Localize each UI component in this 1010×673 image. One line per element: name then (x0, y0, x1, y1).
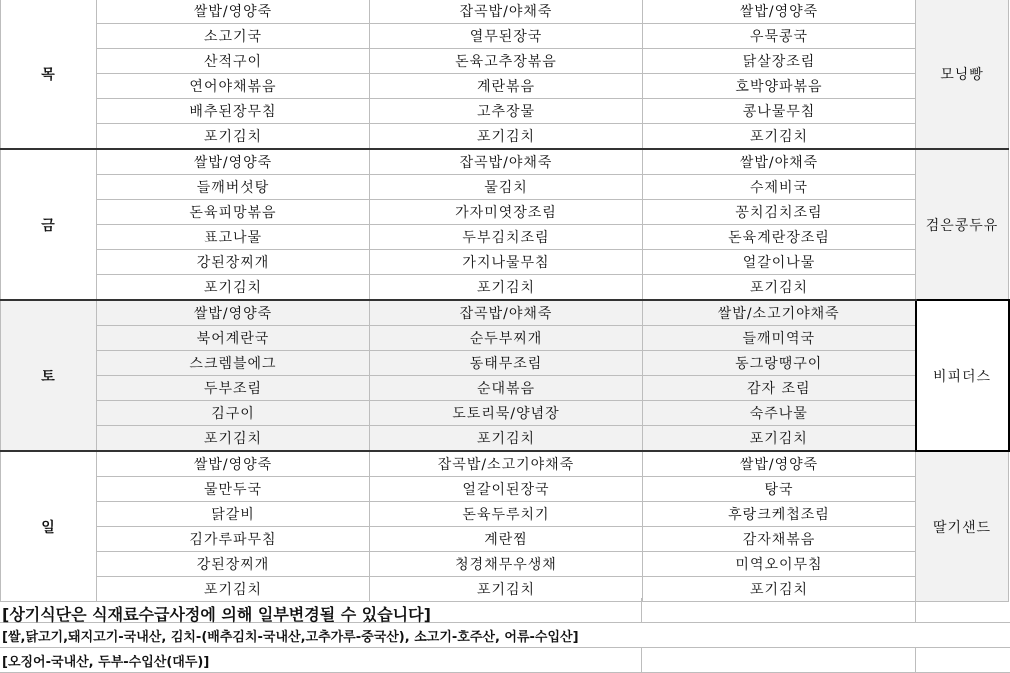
meal-cell[interactable]: 가지나물무침 (370, 250, 643, 275)
note-row-2 (0, 623, 1010, 648)
meal-cell[interactable]: 잡곡밥/야채죽 (370, 0, 643, 24)
meal-cell[interactable]: 고추장물 (370, 99, 643, 124)
meal-cell[interactable]: 잡곡밥/야채죽 (370, 300, 643, 326)
menu-row (1, 149, 1009, 175)
meal-cell[interactable]: 두부조림 (97, 376, 370, 401)
meal-cell[interactable]: 잡곡밥/소고기야채죽 (370, 451, 643, 477)
meal-cell[interactable]: 강된장찌개 (97, 552, 370, 577)
menu-row (1, 527, 1009, 552)
menu-row (1, 99, 1009, 124)
meal-cell[interactable]: 김구이 (97, 401, 370, 426)
meal-cell[interactable]: 돈육피망볶음 (97, 200, 370, 225)
meal-cell[interactable]: 포기김치 (643, 577, 916, 602)
menu-row (1, 124, 1009, 150)
origin-notice: [쌀,닭고기,돼지고기-국내산, 김치-(배추김치-국내산,고추가루-중국산), 소고기-호주산, 어류-수입산] (2, 630, 579, 645)
meal-cell[interactable]: 쌀밥/영양죽 (97, 0, 370, 24)
meal-cell[interactable]: 물김치 (370, 175, 643, 200)
meal-cell[interactable]: 열무된장국 (370, 24, 643, 49)
meal-cell[interactable]: 포기김치 (97, 275, 370, 301)
meal-cell[interactable]: 후랑크케첩조림 (643, 502, 916, 527)
menu-row (1, 477, 1009, 502)
meal-cell[interactable]: 꽁치김치조림 (643, 200, 916, 225)
meal-cell[interactable]: 닭살장조림 (643, 49, 916, 74)
meal-cell[interactable]: 김가루파무침 (97, 527, 370, 552)
meal-cell[interactable]: 쌀밥/영양죽 (643, 451, 916, 477)
menu-row (1, 0, 1009, 24)
meal-cell[interactable]: 산적구이 (97, 49, 370, 74)
menu-row (1, 326, 1009, 351)
meal-cell[interactable]: 도토리묵/양념장 (370, 401, 643, 426)
cell-divider (641, 598, 642, 622)
origin-notice-2: [오징어-국내산, 두부-수입산(대두)] (2, 655, 210, 670)
meal-cell[interactable]: 스크렘블에그 (97, 351, 370, 376)
menu-row (1, 502, 1009, 527)
meal-cell[interactable]: 북어계란국 (97, 326, 370, 351)
meal-cell[interactable]: 돈육계란장조림 (643, 225, 916, 250)
meal-cell[interactable]: 호박양파볶음 (643, 74, 916, 99)
meal-cell[interactable]: 청경채무우생채 (370, 552, 643, 577)
meal-cell[interactable]: 동태무조림 (370, 351, 643, 376)
meal-cell[interactable]: 순대볶음 (370, 376, 643, 401)
meal-cell[interactable]: 쌀밥/소고기야채죽 (643, 300, 916, 326)
notes-section (0, 598, 1010, 673)
meal-cell[interactable]: 들깨미역국 (643, 326, 916, 351)
menu-row (1, 175, 1009, 200)
menu-row (1, 351, 1009, 376)
meal-cell[interactable]: 포기김치 (370, 124, 643, 150)
snack-cell[interactable]: 모닝빵 (916, 0, 1009, 149)
menu-row (1, 24, 1009, 49)
meal-cell[interactable]: 연어야채볶음 (97, 74, 370, 99)
cell-divider (915, 648, 916, 672)
meal-cell[interactable]: 포기김치 (370, 426, 643, 452)
menu-row (1, 200, 1009, 225)
meal-cell[interactable]: 표고나물 (97, 225, 370, 250)
meal-cell[interactable]: 수제비국 (643, 175, 916, 200)
snack-cell[interactable]: 딸기샌드 (916, 451, 1009, 602)
menu-row (1, 376, 1009, 401)
meal-cell[interactable]: 계란볶음 (370, 74, 643, 99)
meal-cell[interactable]: 가자미엿장조림 (370, 200, 643, 225)
meal-cell[interactable]: 얼갈이나물 (643, 250, 916, 275)
meal-cell[interactable]: 배추된장무침 (97, 99, 370, 124)
day-label: 토 (1, 300, 97, 451)
menu-row (1, 300, 1009, 326)
meal-cell[interactable]: 계란찜 (370, 527, 643, 552)
day-label: 목 (1, 0, 97, 149)
menu-row (1, 451, 1009, 477)
meal-cell[interactable]: 닭갈비 (97, 502, 370, 527)
meal-cell[interactable]: 감자채볶음 (643, 527, 916, 552)
day-label: 일 (1, 451, 97, 602)
menu-row (1, 552, 1009, 577)
meal-cell[interactable]: 포기김치 (97, 577, 370, 602)
note-row-3 (0, 648, 1010, 673)
menu-row (1, 225, 1009, 250)
meal-cell[interactable]: 포기김치 (643, 124, 916, 150)
meal-cell[interactable]: 잡곡밥/야채죽 (370, 149, 643, 175)
meal-cell[interactable]: 포기김치 (97, 124, 370, 150)
meal-cell[interactable]: 물만두국 (97, 477, 370, 502)
snack-cell[interactable]: 비피더스 (916, 300, 1009, 451)
meal-cell[interactable]: 돈육두루치기 (370, 502, 643, 527)
meal-cell[interactable]: 콩나물무침 (643, 99, 916, 124)
menu-row (1, 49, 1009, 74)
meal-cell[interactable]: 포기김치 (643, 275, 916, 301)
meal-cell[interactable]: 강된장찌개 (97, 250, 370, 275)
meal-cell[interactable]: 쌀밥/영양죽 (97, 149, 370, 175)
meal-cell[interactable]: 들깨버섯탕 (97, 175, 370, 200)
meal-cell[interactable]: 순두부찌개 (370, 326, 643, 351)
menu-change-notice: [상기식단은 식재료수급사정에 의해 일부변경될 수 있습니다] (2, 605, 431, 624)
snack-cell[interactable]: 검은콩두유 (916, 149, 1009, 300)
menu-row (1, 401, 1009, 426)
meal-cell[interactable]: 두부김치조림 (370, 225, 643, 250)
menu-row (1, 426, 1009, 452)
meal-cell[interactable]: 동그랑땡구이 (643, 351, 916, 376)
meal-cell[interactable]: 미역오이무침 (643, 552, 916, 577)
meal-cell[interactable]: 소고기국 (97, 24, 370, 49)
meal-cell[interactable]: 포기김치 (370, 577, 643, 602)
meal-cell[interactable]: 숙주나물 (643, 401, 916, 426)
note-row-1 (0, 598, 1010, 623)
menu-row (1, 275, 1009, 301)
cell-divider (641, 648, 642, 672)
day-label: 금 (1, 149, 97, 300)
meal-cell[interactable]: 돈육고추장볶음 (370, 49, 643, 74)
menu-row (1, 250, 1009, 275)
meal-cell[interactable]: 쌀밥/영양죽 (643, 0, 916, 24)
meal-cell[interactable]: 얼갈이된장국 (370, 477, 643, 502)
meal-cell[interactable]: 탕국 (643, 477, 916, 502)
meal-cell[interactable]: 감자 조림 (643, 376, 916, 401)
meal-cell[interactable]: 포기김치 (97, 426, 370, 452)
meal-cell[interactable]: 쌀밥/영양죽 (97, 300, 370, 326)
meal-cell[interactable]: 쌀밥/영양죽 (97, 451, 370, 477)
menu-row (1, 74, 1009, 99)
meal-cell[interactable]: 포기김치 (643, 426, 916, 452)
meal-cell[interactable]: 쌀밥/야채죽 (643, 149, 916, 175)
meal-cell[interactable]: 포기김치 (370, 275, 643, 301)
meal-cell[interactable]: 우묵콩국 (643, 24, 916, 49)
cell-divider (915, 598, 916, 622)
